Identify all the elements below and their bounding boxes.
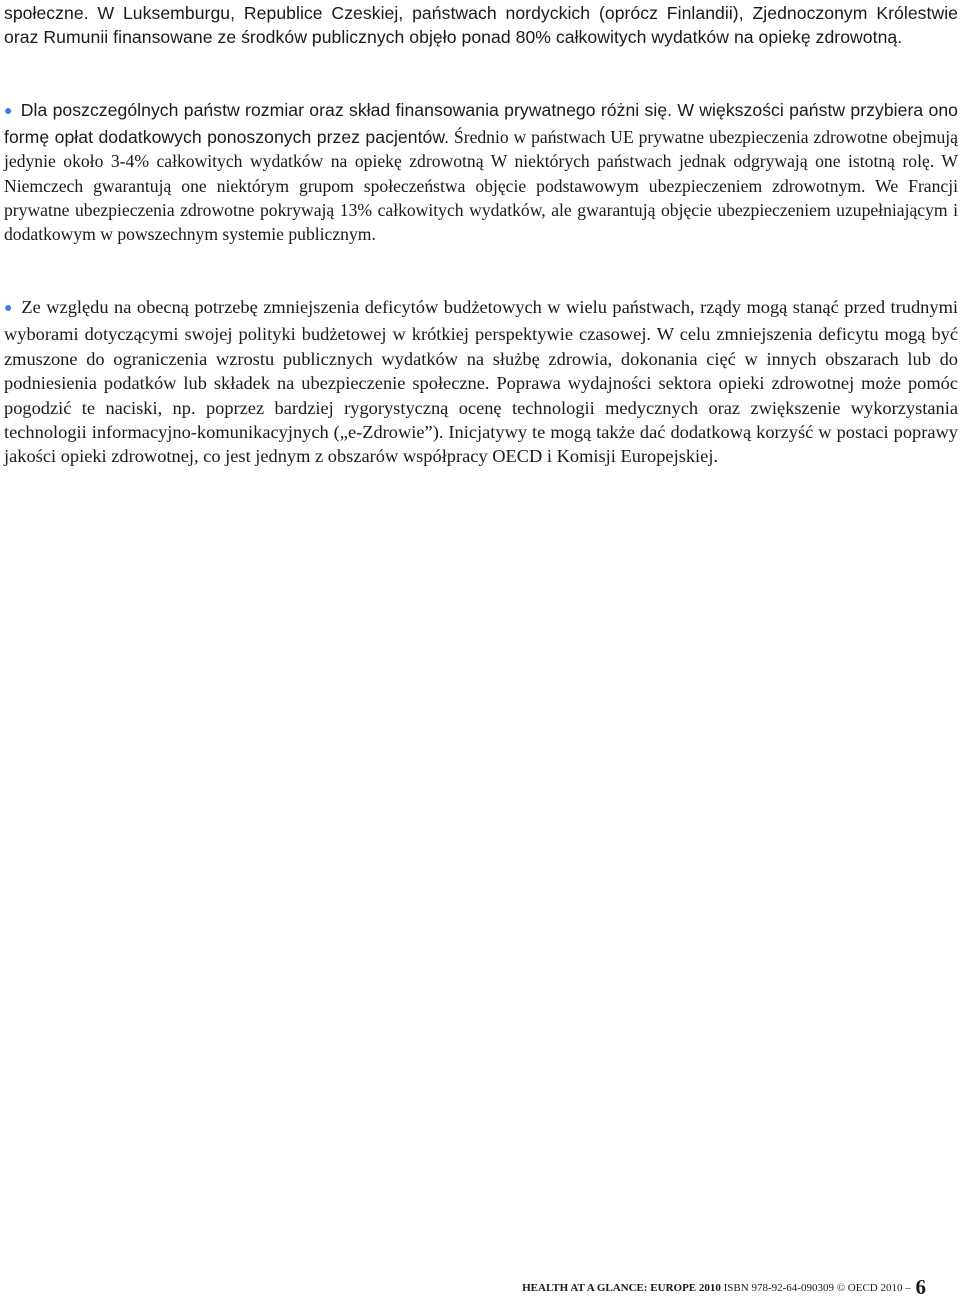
paragraph-private-financing	[4, 98, 958, 246]
paragraph-text-serif: Średnio w państwach UE prywatne ubezpieczenia zdrowotne obejmują jedynie około 3-4% całkowitych wydatków na opiekę zdrowotną W niektórych państwach jednak odgrywają one istotną rolę. W Niemczech gwarantują one niektórym grupom społeczeństwa objęcie podstawowym ubezpieczeniem zdrowotnym. We Francji prywatne ubezpieczenia zdrowotne pokrywają 13% całkowitych wydatków, ale gwarantują objęcie ubezpieczeniem uzupełniającym i dodatkowym w powszechnym systemie publicznym.	[4, 127, 958, 245]
bullet-icon: ●	[4, 301, 14, 316]
footer-title: HEALTH AT A GLANCE: EUROPE 2010	[522, 1282, 721, 1294]
paragraph-text: społeczne. W Luksemburgu, Republice Czeskiej, państwach nordyckich (oprócz Finlandii), Zjednoczonym Królestwie oraz Rumunii finansowane ze środków publicznych objęło ponad 80% całkowitych wydatków na opiekę zdrowotną.	[4, 3, 958, 48]
page-number: 6	[915, 1275, 926, 1299]
page-footer	[522, 1272, 926, 1297]
paragraph-text: Ze względu na obecną potrzebę zmniejszenia deficytów budżetowych w wielu państwach, rządy mogą stanąć przed trudnymi wyborami dotyczącymi swojej polityki budżetowej w krótkiej perspektywie czasowej. W celu zmniejszenia deficytu mogą być zmuszone do ograniczenia wzrostu publicznych wydatków na służbę zdrowia, dokonania cięć w innych obszarach lub do podniesienia podatków lub składek na ubezpieczenie społeczne. Poprawa wydajności sektora opieki zdrowotnej może pomóc pogodzić te naciski, np. poprzez bardziej rygorystyczną ocenę technologii medycznych oraz zwiększenie wykorzystania technologii informacyjno-komunikacyjnych („e-Zdrowie”). Inicjatywy te mogą także dać dodatkową korzyść w postaci poprawy jakości opieki zdrowotnej, co jest jednym z obszarów współpracy OECD i Komisji Europejskiej.	[4, 297, 958, 467]
bullet-icon: ●	[4, 104, 13, 119]
paragraph-text-sans: Dla poszczególnych państw rozmiar oraz skład finansowania prywatnego różni się. W większości państw przybiera ono formę opłat dodatkowych ponoszonych przez pacjentów.	[4, 100, 958, 148]
paragraph-budget-deficits	[4, 295, 958, 469]
footer-isbn: ISBN 978-92-64-090309 © OECD 2010 –	[720, 1282, 914, 1294]
paragraph-continuation	[4, 1, 958, 49]
